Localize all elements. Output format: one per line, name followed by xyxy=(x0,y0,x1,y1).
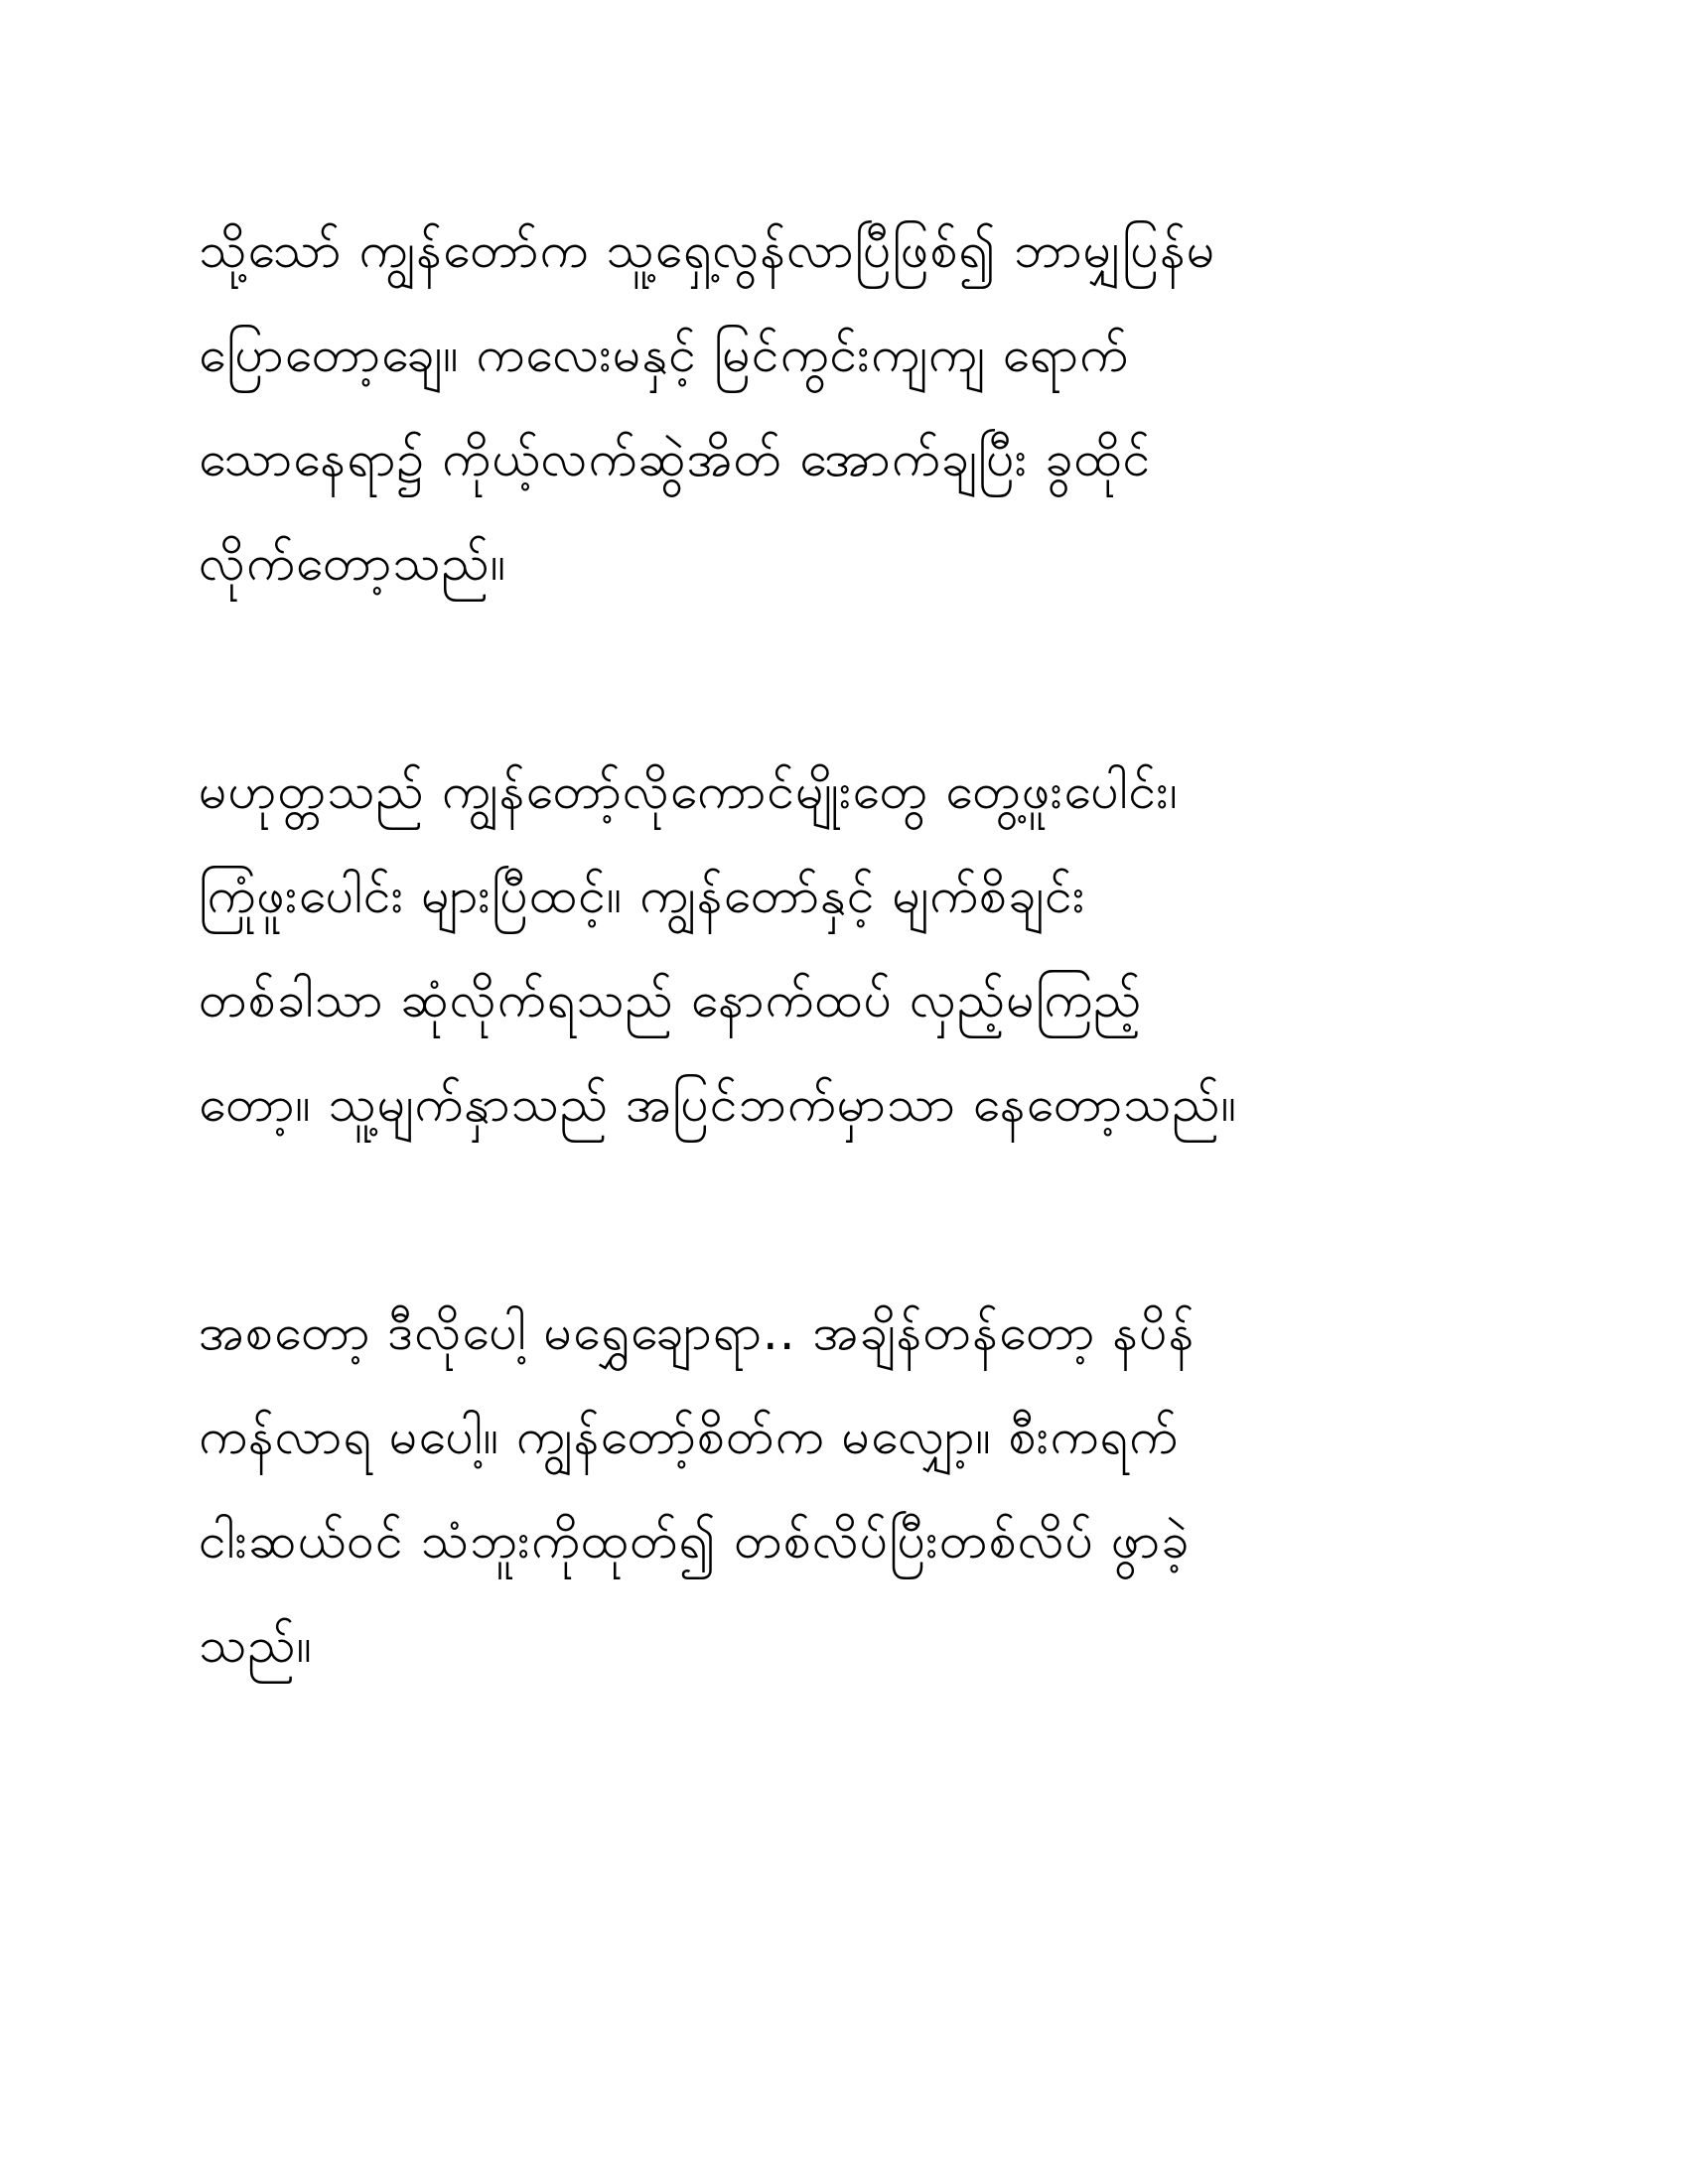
paragraph-2-line-2: ကြုံဖူးပေါင်း များပြီထင့်။ ကျွန်တော်နှင့် မျက်စိချင်း xyxy=(199,867,1086,924)
paragraph-3 xyxy=(199,1281,1509,1698)
paragraph-1-line-3: သောနေရာ၌ ကိုယ့်လက်ဆွဲအိတ် အောက်ချပြီး ခွထိုင် xyxy=(199,430,1152,487)
paragraph-3-line-3: ငါးဆယ်ဝင် သံဘူးကိုထုတ်၍ တစ်လိပ်ပြီးတစ်လိပ် ဖွာခဲ့ xyxy=(199,1512,1191,1570)
paragraph-1-line-1: သို့သော် ကျွန်တော်က သူ့ရှေ့လွန်လာပြီဖြစ်၍ ဘာမျှပြန်မ xyxy=(199,221,1216,279)
paragraph-1-line-2: ပြောတော့ချေ။ ကလေးမနှင့် မြင်ကွင်းကျကျ ရောက် xyxy=(199,326,1129,383)
paragraph-1-line-4: လိုက်တော့သည်။ xyxy=(199,534,507,592)
paragraph-3-line-4: သည်။ xyxy=(199,1616,313,1674)
paragraph-2-line-3: တစ်ခါသာ ဆုံလိုက်ရသည် နောက်ထပ် လှည့်မကြည့် xyxy=(199,971,1143,1028)
paragraph-3-line-1: အစတော့ ဒီလိုပေါ့ မရွှေချောရာ.. အချိန်တန်တော့ နပိန် xyxy=(199,1303,1196,1361)
paragraph-1 xyxy=(199,199,1509,615)
paragraph-3-line-2: ကန်လာရ မပေါ့။ ကျွန်တော့်စိတ်က မလျှော့။ စီးကရက် xyxy=(199,1408,1179,1465)
paragraph-2-line-1: မဟုတ္တသည် ကျွန်တော့်လိုကောင်မျိုးတွေ တွေ့ဖူးပေါင်း၊ xyxy=(199,762,1179,820)
paragraph-2-line-4: တော့။ သူ့မျက်နှာသည် အပြင်ဘက်မှာသာ နေတော့သည်။ xyxy=(199,1075,1237,1133)
paragraph-2 xyxy=(199,740,1509,1157)
